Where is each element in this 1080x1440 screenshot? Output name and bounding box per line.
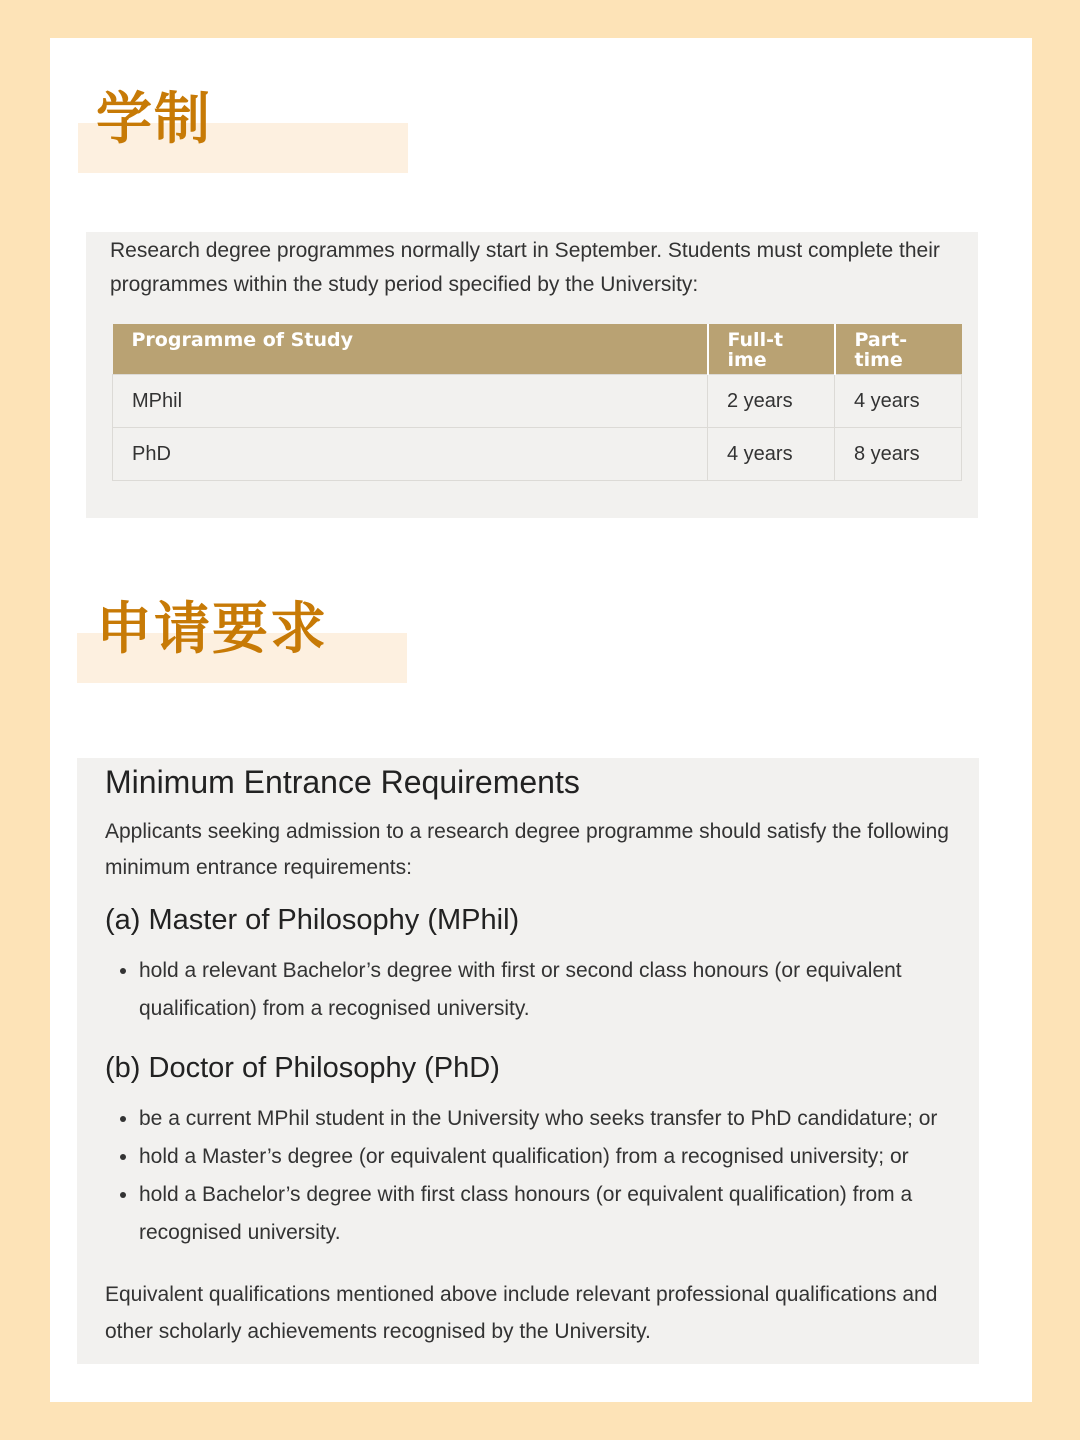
header-full-time-label: Full-time (727, 329, 784, 371)
document-sheet (50, 38, 1032, 1402)
requirements-title: Minimum Entrance Requirements (105, 764, 580, 800)
table-header-row (113, 324, 962, 375)
header-programme: Programme of Study (113, 324, 708, 375)
phd-subheading: (b) Doctor of Philosophy (PhD) (105, 1052, 500, 1084)
requirements-footnote: Equivalent qualifications mentioned above include relevant professional qualifications and other scholarly achievements recognised by the University. (105, 1283, 938, 1343)
cell-full-time: 4 years (708, 428, 835, 481)
list-item: • hold a relevant Bachelor’s degree with first or second class honours (or equivalent qualification) from a recognised university. (139, 952, 989, 1028)
cell-full-time: 2 years (708, 375, 835, 428)
header-part-time-label: Part-time (854, 329, 908, 371)
table-row (113, 375, 962, 428)
section-heading-study-period: 学制 (96, 87, 212, 152)
table-row (113, 428, 962, 481)
cell-part-time: 8 years (835, 428, 962, 481)
phd-requirements-list (105, 1100, 989, 1252)
study-period-table (112, 324, 962, 481)
cell-programme: PhD (113, 428, 708, 481)
study-period-intro: Research degree programmes normally start in September. Students must complete their programmes within the study period specified by the University: (110, 239, 940, 296)
list-item: • be a current MPhil student in the University who seeks transfer to PhD candidature; or (139, 1100, 989, 1138)
requirements-intro: Applicants seeking admission to a research degree programme should satisfy the following minimum entrance requirements: (105, 820, 949, 879)
cell-part-time: 4 years (835, 375, 962, 428)
section-heading-requirements: 申请要求 (96, 597, 328, 662)
header-full-time (708, 324, 835, 375)
mphil-requirements-list (105, 952, 989, 1028)
list-item: • hold a Bachelor’s degree with first class honours (or equivalent qualification) from a recognised university. (139, 1176, 929, 1252)
study-period-panel (86, 232, 978, 518)
cell-programme: MPhil (113, 375, 708, 428)
requirements-panel (77, 758, 979, 1364)
list-item: • hold a Master’s degree (or equivalent qualification) from a recognised university; or (139, 1138, 989, 1176)
header-part-time (835, 324, 962, 375)
mphil-subheading: (a) Master of Philosophy (MPhil) (105, 904, 520, 936)
